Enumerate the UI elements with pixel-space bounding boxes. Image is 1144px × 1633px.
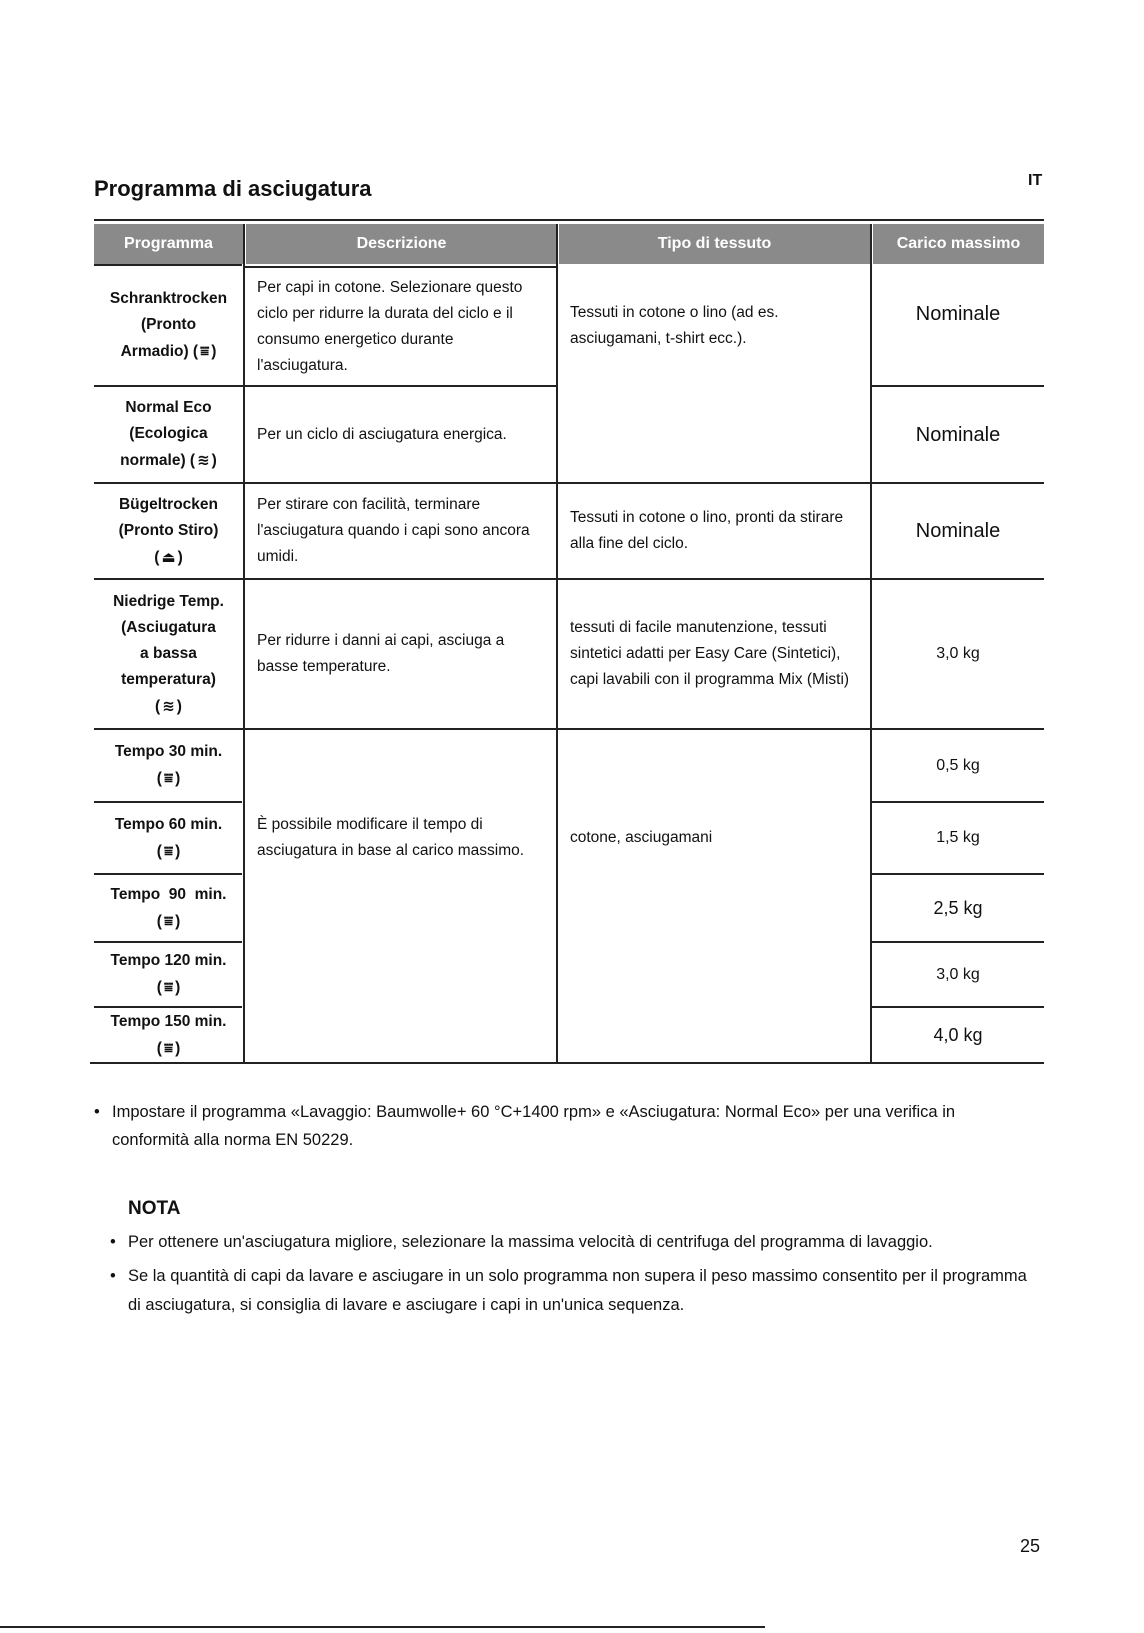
program-name: ) <box>176 697 182 715</box>
header-carico: Carico massimo <box>873 224 1044 264</box>
program-name: (Ecologica <box>129 425 208 442</box>
program-name: Bügeltrocken <box>118 495 219 513</box>
title-rule <box>94 219 1044 221</box>
nota-list <box>106 1228 1036 1325</box>
program-name: Tempo 30 min. <box>114 743 223 760</box>
fabric-cell: tessuti di facile manutenzione, tessuti sintetici adatti per Easy Care (Sintetici), capi lavabili con il programma Mix (Misti) <box>570 619 850 688</box>
program-name: Normal Eco <box>125 399 212 416</box>
program-name: temperatura) <box>121 670 216 688</box>
header-descrizione: Descrizione <box>246 224 557 264</box>
program-cell <box>94 387 243 482</box>
load-cell: Nominale <box>915 423 1001 446</box>
header-programma: Programma <box>94 224 243 264</box>
program-name: Tempo 90 min. <box>110 885 227 903</box>
program-name: ( <box>156 1039 162 1057</box>
program-name: ( <box>156 842 162 860</box>
program-name: (Pronto Stiro) <box>118 521 219 539</box>
program-name: ( <box>155 697 161 715</box>
program-name: Tempo 120 min. <box>110 952 227 969</box>
program-cell <box>94 484 243 578</box>
load-cell: 1,5 kg <box>936 829 980 846</box>
rule <box>90 1062 1044 1064</box>
dry-cupboard-icon: ⩸ <box>200 342 210 360</box>
program-name: Armadio) ( <box>120 343 199 360</box>
low-temp-icon: ≋ <box>162 696 175 715</box>
fabric-cell: cotone, asciugamani <box>570 829 713 846</box>
program-name: ) <box>177 548 183 566</box>
description-cell: Per un ciclo di asciugatura energica. <box>257 425 507 443</box>
program-name: (Pronto <box>140 316 197 333</box>
eco-icon: ≋ <box>197 451 210 469</box>
program-name: a bassa <box>140 644 197 662</box>
load-cell: 3,0 kg <box>936 965 980 983</box>
bullet-item: • Impostare il programma «Lavaggio: Baumwolle+ 60 °C+1400 rpm» e «Asciugatura: Normal Eco» per una verifica in conformità alla norma EN 50229. <box>90 1098 1030 1154</box>
description-cell: Per stirare con facilità, terminare l'asciugatura quando i capi sono ancora umidi. <box>257 496 530 565</box>
program-name: Schranktrocken <box>109 290 228 307</box>
program-name: ) <box>211 452 217 469</box>
page-number: 25 <box>1020 1536 1041 1556</box>
program-name: ( <box>156 912 162 930</box>
program-name: Tempo 60 min. <box>114 815 223 833</box>
timer-icon: ⩸ <box>163 769 174 787</box>
program-cell <box>94 266 243 385</box>
program-cell <box>94 943 243 1006</box>
load-cell: 0,5 kg <box>936 756 980 774</box>
program-name: ) <box>175 770 181 787</box>
program-name: ) <box>175 1039 181 1057</box>
conformity-note <box>90 1098 1030 1154</box>
nota-item: • Se la quantità di capi da lavare e asciugare in un solo programma non supera il peso massimo consentito per il programma di asciugatura, si consiglia di lavare e asciugare i capi in un'unica sequenza. <box>106 1262 1036 1320</box>
nota-title: NOTA <box>128 1198 181 1219</box>
header-tipo-tessuto: Tipo di tessuto <box>559 224 870 264</box>
timer-icon: ⩸ <box>163 978 174 996</box>
program-name: ( <box>154 548 160 566</box>
load-cell: 4,0 kg <box>933 1025 983 1045</box>
program-name: ( <box>156 979 162 996</box>
program-name: Niedrige Temp. <box>113 592 224 610</box>
program-name: ( <box>156 770 162 787</box>
description-cell: Per ridurre i danni ai capi, asciuga a basse temperature. <box>257 632 505 675</box>
timer-icon: ⩸ <box>163 1038 174 1057</box>
fabric-cell: Tessuti in cotone o lino (ad es. asciugamani, t-shirt ecc.). <box>570 303 779 347</box>
program-name: ) <box>175 979 181 996</box>
load-cell: 2,5 kg <box>933 898 983 918</box>
load-cell: Nominale <box>915 302 1001 325</box>
timer-icon: ⩸ <box>163 911 174 930</box>
program-cell <box>94 1008 243 1062</box>
program-cell <box>94 803 243 873</box>
program-name: ) <box>175 912 181 930</box>
footer-rule <box>0 1626 765 1628</box>
program-name: Tempo 150 min. <box>110 1012 227 1030</box>
timer-icon: ⩸ <box>163 841 174 860</box>
program-cell <box>94 580 243 728</box>
fabric-cell: Tessuti in cotone o lino, pronti da stirare alla fine del ciclo. <box>570 509 844 552</box>
program-cell <box>94 730 243 801</box>
description-cell: È possibile modificare il tempo di asciugatura in base al carico massimo. <box>257 816 525 859</box>
iron-icon: ⏏ <box>161 547 176 566</box>
description-cell: Per capi in cotone. Selezionare questo ciclo per ridurre la durata del ciclo e il consumo energetico durante l'asciugatura. <box>257 278 523 374</box>
page-title: Programma di asciugatura <box>94 176 372 201</box>
load-cell: 3,0 kg <box>936 645 980 662</box>
program-name: ) <box>211 343 217 360</box>
nota-item: • Per ottenere un'asciugatura migliore, selezionare la massima velocità di centrifuga del programma di lavaggio. <box>106 1228 1036 1257</box>
program-name: normale) ( <box>120 452 196 469</box>
program-name: ) <box>175 842 181 860</box>
load-cell: Nominale <box>915 520 1001 542</box>
language-code: IT <box>1028 172 1043 189</box>
program-name: (Asciugatura <box>121 618 216 636</box>
program-cell <box>94 875 243 941</box>
